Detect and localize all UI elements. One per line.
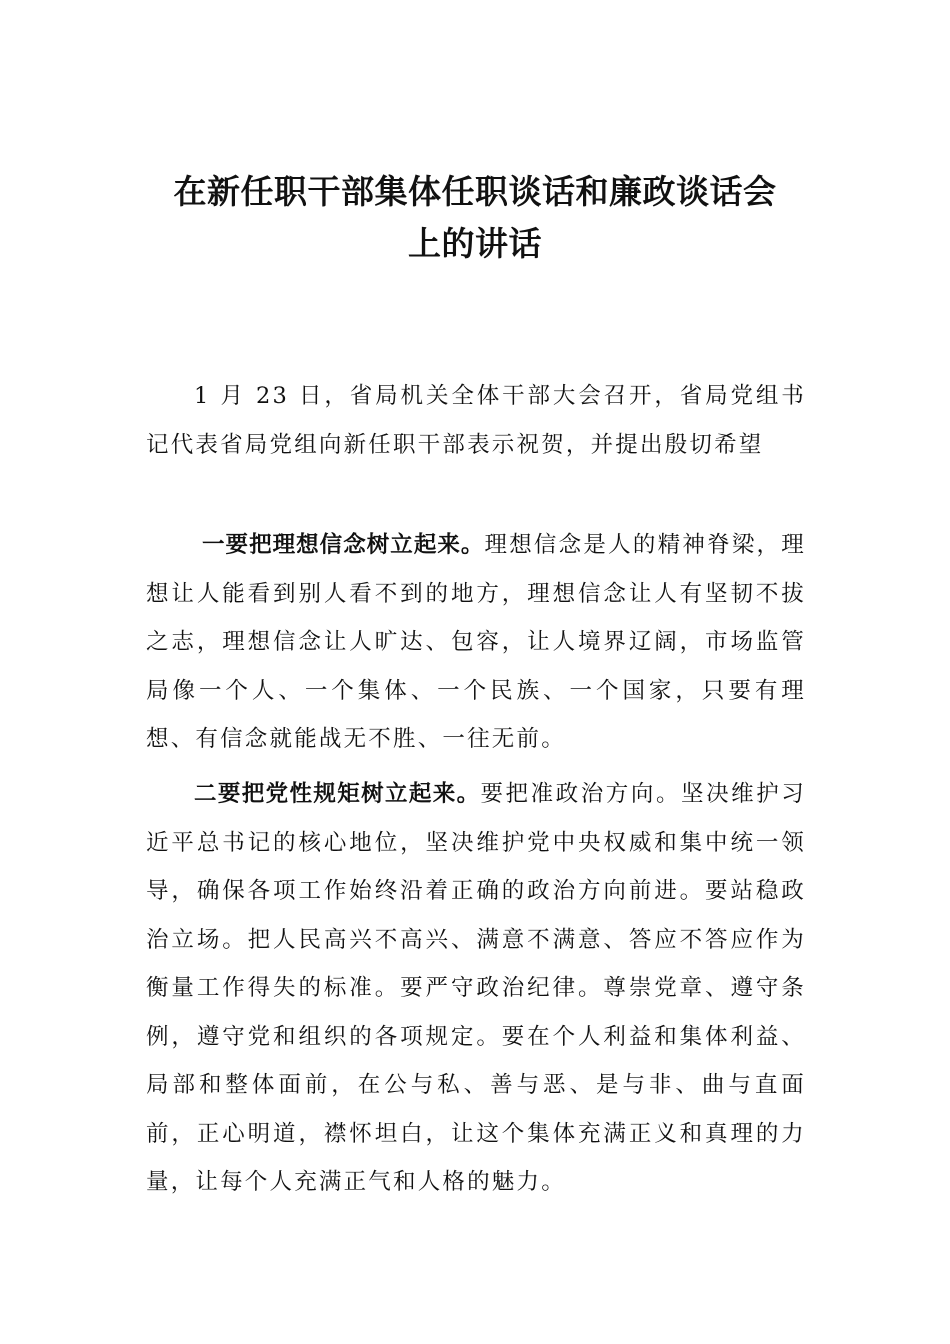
title-line-1: 在新任职干部集体任职谈话和廉政谈话会	[173, 172, 777, 211]
point-one-section	[146, 521, 806, 764]
point-two-section	[146, 770, 806, 1207]
point-two-heading: 二要把党性规矩树立起来。	[194, 781, 481, 807]
intro-section	[146, 372, 806, 469]
point-one-heading: 一要把理想信念树立起来。	[202, 532, 485, 558]
point-two-paragraph	[146, 770, 806, 1207]
point-two-text: 要把准政治方向。坚决维护习近平总书记的核心地位，坚决维护党中央权威和集中统一领导，确保各项工作始终沿着正确的政治方向前进。要站稳政治立场。把人民高兴不高兴、满意不满意、答应不答应作为衡量工作得失的标准。要严守政治纪律。尊崇党章、遵守条例，遵守党和组织的各项规定。要在个人利益和集体利益、局部和整体面前，在公与私、善与恶、是与非、曲与直面前，正心明道，襟怀坦白，让这个集体充满正义和真理的力量，让每个人充满正气和人格的魅力。	[146, 781, 806, 1195]
point-one-text: 理想信念是人的精神脊梁，理想让人能看到别人看不到的地方，理想信念让人有坚韧不拔之志，理想信念让人旷达、包容，让人境界辽阔，市场监管局像一个人、一个集体、一个民族、一个国家，只要有理想、有信念就能战无不胜、一往无前。	[146, 532, 806, 752]
point-one-paragraph	[146, 521, 806, 764]
document-title	[100, 166, 850, 270]
intro-paragraph: 1 月 23 日，省局机关全体干部大会召开，省局党组书记代表省局党组向新任职干部表示祝贺，并提出殷切希望	[146, 383, 806, 458]
title-line-2: 上的讲话	[408, 224, 542, 263]
